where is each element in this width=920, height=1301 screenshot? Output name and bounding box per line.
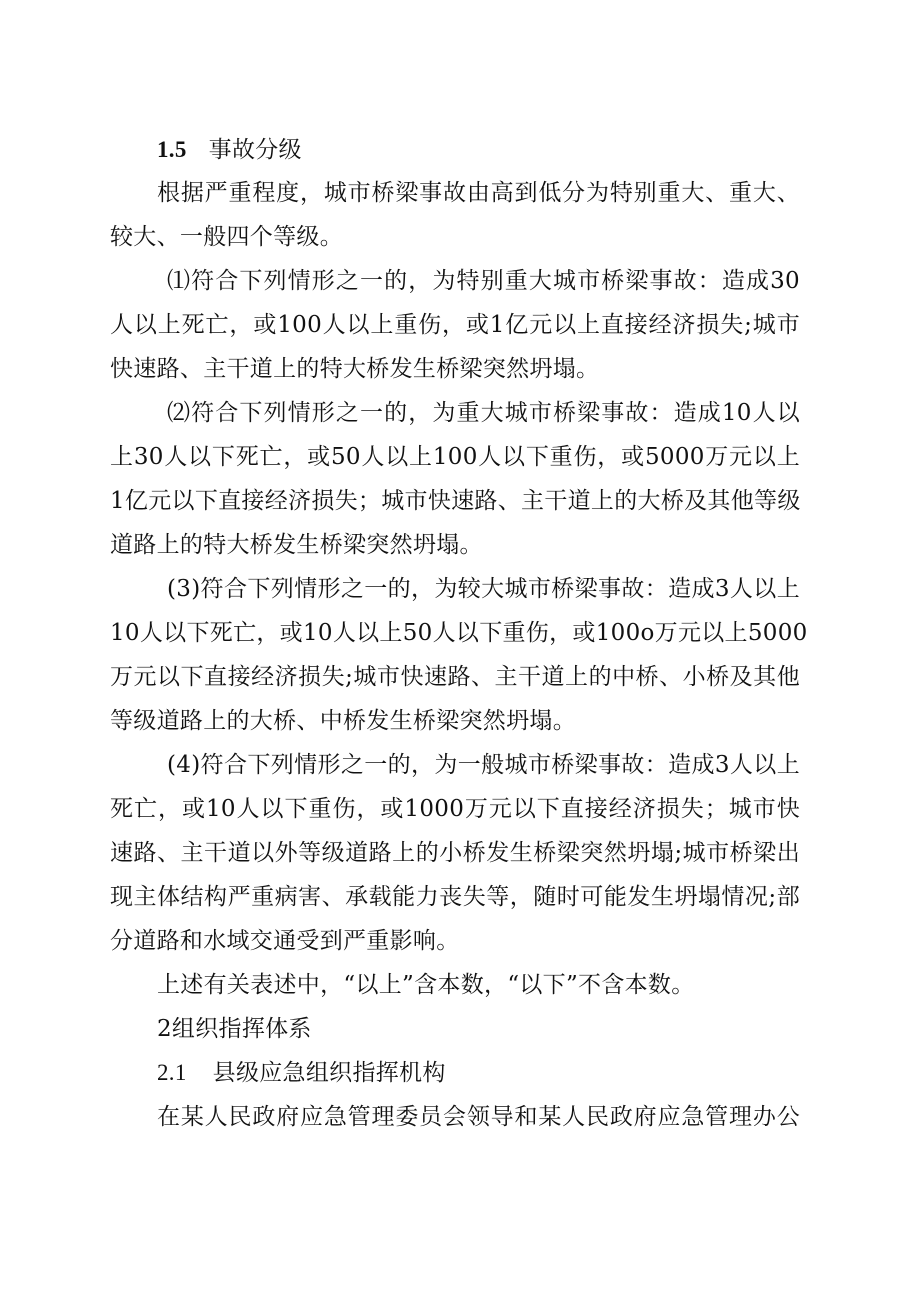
paragraph-line: 万元以下直接经济损失;城市快速路、主干道上的中桥、小桥及其他: [110, 664, 800, 690]
paragraph-line: 道路上的特大桥发生桥梁突然坍塌。: [110, 532, 483, 558]
paragraph-line: 人以上死亡，或100人以上重伤，或1亿元以上直接经济损失;城市: [110, 312, 800, 338]
paragraph-line: 1亿元以下直接经济损失；城市快速路、主干道上的大桥及其他等级: [110, 488, 801, 514]
paragraph-line: 死亡，或10人以下重伤，或1000万元以下直接经济损失；城市快: [110, 796, 800, 822]
section-heading-2: 2组织指挥体系: [157, 1016, 312, 1042]
paragraph-line: (3)符合下列情形之一的，为较大城市桥梁事故：造成3人以上: [167, 576, 800, 602]
paragraph-line: 较大、一般四个等级。: [110, 224, 343, 250]
paragraph-line: 等级道路上的大桥、中桥发生桥梁突然坍塌。: [110, 708, 576, 734]
paragraph-line: 在某人民政府应急管理委员会领导和某人民政府应急管理办公: [157, 1104, 800, 1130]
section-title: 县级应急组织指挥机构: [212, 1060, 446, 1086]
section-number: 2.1: [157, 1060, 187, 1085]
paragraph-line: 根据严重程度，城市桥梁事故由高到低分为特别重大、重大、: [157, 180, 800, 206]
paragraph-line: (4)符合下列情形之一的，为一般城市桥梁事故：造成3人以上: [167, 752, 800, 778]
paragraph-line: 上述有关表述中，“以上”含本数，“以下”不含本数。: [157, 972, 695, 998]
paragraph-line: 分道路和水域交通受到严重影响。: [110, 928, 460, 954]
paragraph-line: 快速路、主干道上的特大桥发生桥梁突然坍塌。: [110, 356, 600, 382]
paragraph-line: 上30人以下死亡，或50人以上100人以下重伤，或5000万元以上: [110, 444, 800, 470]
section-title: 事故分级: [208, 137, 302, 163]
paragraph-line: 现主体结构严重病害、承载能力丧失等，随时可能发生坍塌情况;部: [110, 884, 800, 910]
paragraph-line: 10人以下死亡，或10人以上50人以下重伤，或100o万元以上5000: [110, 620, 808, 646]
paragraph-line: 速路、主干道以外等级道路上的小桥发生桥梁突然坍塌;城市桥梁出: [110, 840, 800, 866]
paragraph-line: ⑴符合下列情形之一的，为特别重大城市桥梁事故：造成30: [167, 268, 800, 294]
section-heading-1-5: [157, 135, 800, 165]
paragraph-line: ⑵符合下列情形之一的，为重大城市桥梁事故：造成10人以: [167, 400, 800, 426]
section-heading-2-1: [157, 1058, 800, 1088]
section-number: 1.5: [157, 137, 187, 162]
